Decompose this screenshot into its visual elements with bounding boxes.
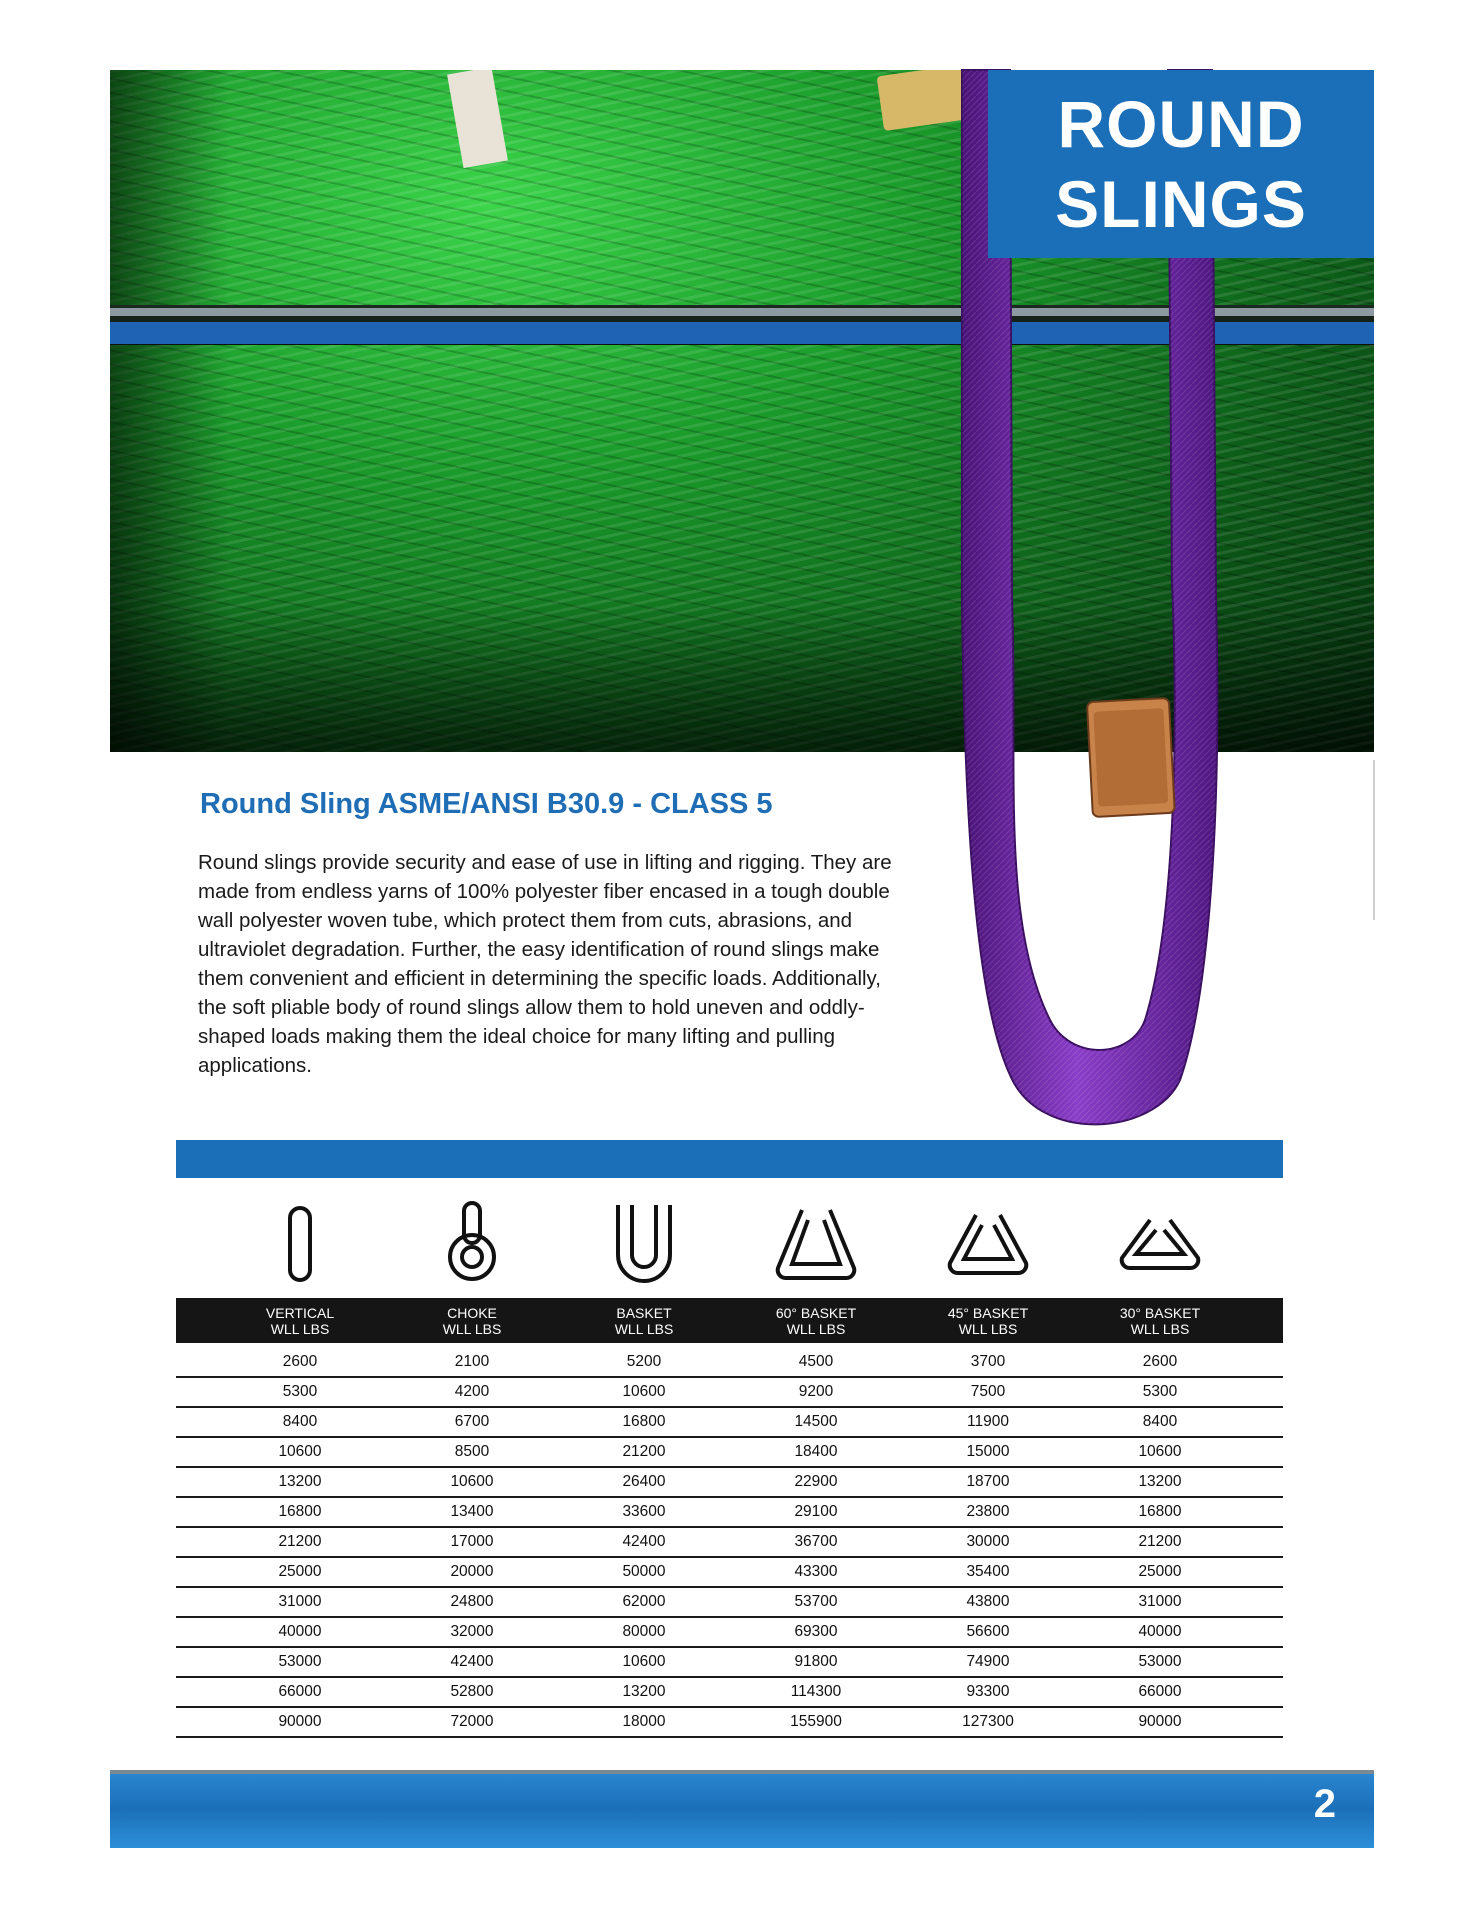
table-cell: 42400	[450, 1652, 494, 1670]
table-header	[176, 1298, 1283, 1343]
description-paragraph: Round slings provide security and ease of use in lifting and rigging. They are made from endless yarns of 100% polyester fiber encased in a tough double wall polyester woven tube, which protect them from cuts, abrasions, and ultraviolet degradation. Further, the easy identification of round slings make them convenient and efficient in determining the specific loads. Additionally, the soft pliable body of round slings allow them to hold uneven and oddly-shaped loads making them the ideal choice for many lifting and pulling applications.	[198, 851, 892, 1077]
table-row	[176, 1468, 1283, 1498]
table-cell: 2600	[282, 1352, 318, 1370]
vertical-hitch-icon	[214, 1196, 386, 1291]
table-cell: 10600	[278, 1442, 322, 1460]
column-header: 60° BASKET WLL LBS	[775, 1304, 857, 1337]
table-cell: 24800	[450, 1592, 494, 1610]
table-cell: 18400	[794, 1442, 838, 1460]
table-cell: 21200	[1138, 1532, 1182, 1550]
table-cell: 155900	[790, 1712, 842, 1730]
table-cell: 26400	[622, 1472, 666, 1490]
table-cell: 13200	[622, 1682, 666, 1700]
table-cell: 3700	[970, 1352, 1006, 1370]
table-cell: 30000	[966, 1532, 1010, 1550]
table-cell: 50000	[622, 1562, 666, 1580]
table-cell: 8400	[1142, 1412, 1178, 1430]
column-header: CHOKE WLL LBS	[442, 1304, 502, 1337]
table-cell: 18700	[966, 1472, 1010, 1490]
choke-hitch-icon	[386, 1196, 558, 1291]
section-heading: Round Sling ASME/ANSI B30.9 - CLASS 5	[200, 788, 773, 820]
table-cell: 10600	[1138, 1442, 1182, 1460]
table-cell: 72000	[450, 1712, 494, 1730]
column-header: 30° BASKET WLL LBS	[1119, 1304, 1201, 1337]
basket-60-hitch-icon	[730, 1196, 902, 1291]
table-cell: 93300	[966, 1682, 1010, 1700]
table-row	[176, 1678, 1283, 1708]
table-cell: 5300	[1142, 1382, 1178, 1400]
table-cell: 9200	[798, 1382, 834, 1400]
table-cell: 5200	[626, 1352, 662, 1370]
table-row	[176, 1588, 1283, 1618]
table-cell: 10600	[622, 1382, 666, 1400]
table-cell: 66000	[1138, 1682, 1182, 1700]
sling-tag-image	[447, 70, 508, 168]
column-header: VERTICAL WLL LBS	[265, 1304, 335, 1337]
hitch-icons	[176, 1196, 1283, 1291]
footer-band	[110, 1770, 1374, 1848]
table-cell: 14500	[794, 1412, 838, 1430]
table-cell: 15000	[966, 1442, 1010, 1460]
capacity-table	[176, 1348, 1283, 1738]
table-cell: 13200	[1138, 1472, 1182, 1490]
table-cell: 16800	[622, 1412, 666, 1430]
table-cell: 2600	[1142, 1352, 1178, 1370]
basket-hitch-icon	[558, 1196, 730, 1291]
table-cell: 13200	[278, 1472, 322, 1490]
table-cell: 16800	[278, 1502, 322, 1520]
basket-30-hitch-icon	[1074, 1196, 1246, 1291]
table-cell: 32000	[450, 1622, 494, 1640]
table-cell: 40000	[278, 1622, 322, 1640]
table-cell: 21200	[278, 1532, 322, 1550]
table-cell: 10600	[622, 1652, 666, 1670]
table-row	[176, 1618, 1283, 1648]
column-header: 45° BASKET WLL LBS	[947, 1304, 1029, 1337]
title-line-1: ROUND	[1057, 87, 1305, 161]
table-cell: 43300	[794, 1562, 838, 1580]
table-cell: 25000	[1138, 1562, 1182, 1580]
table-row	[176, 1558, 1283, 1588]
basket-45-hitch-icon	[902, 1196, 1074, 1291]
table-row	[176, 1498, 1283, 1528]
table-cell: 31000	[278, 1592, 322, 1610]
table-row	[176, 1708, 1283, 1738]
table-cell: 17000	[450, 1532, 494, 1550]
divider	[1373, 760, 1375, 920]
table-row	[176, 1378, 1283, 1408]
table-cell: 21200	[622, 1442, 666, 1460]
table-cell: 66000	[278, 1682, 322, 1700]
table-cell: 8500	[454, 1442, 490, 1460]
column-header: BASKET WLL LBS	[614, 1304, 674, 1337]
table-cell: 43800	[966, 1592, 1010, 1610]
table-cell: 4200	[454, 1382, 490, 1400]
table-cell: 6700	[454, 1412, 490, 1430]
table-cell: 69300	[794, 1622, 838, 1640]
table-cell: 10600	[450, 1472, 494, 1490]
title-line-2: SLINGS	[1055, 167, 1307, 241]
table-cell: 53000	[1138, 1652, 1182, 1670]
table-cell: 127300	[962, 1712, 1014, 1730]
table-row	[176, 1348, 1283, 1378]
table-cell: 40000	[1138, 1622, 1182, 1640]
table-cell: 114300	[790, 1682, 842, 1700]
section-band	[176, 1140, 1283, 1178]
table-cell: 42400	[622, 1532, 666, 1550]
table-cell: 80000	[622, 1622, 666, 1640]
table-cell: 11900	[967, 1412, 1009, 1430]
table-cell: 20000	[450, 1562, 494, 1580]
table-cell: 91800	[794, 1652, 838, 1670]
table-cell: 62000	[622, 1592, 666, 1610]
table-cell: 90000	[278, 1712, 322, 1730]
page-title	[988, 70, 1374, 258]
table-cell: 5300	[282, 1382, 318, 1400]
table-cell: 53700	[794, 1592, 838, 1610]
table-row	[176, 1528, 1283, 1558]
table-cell: 4500	[798, 1352, 834, 1370]
table-row	[176, 1438, 1283, 1468]
table-cell: 8400	[282, 1412, 318, 1430]
table-cell: 18000	[622, 1712, 666, 1730]
table-cell: 33600	[622, 1502, 666, 1520]
table-cell: 13400	[450, 1502, 494, 1520]
table-cell: 16800	[1138, 1502, 1182, 1520]
table-cell: 36700	[794, 1532, 838, 1550]
table-cell: 7500	[970, 1382, 1006, 1400]
table-cell: 74900	[966, 1652, 1010, 1670]
table-cell: 25000	[278, 1562, 322, 1580]
page-number: 2	[1313, 1782, 1336, 1826]
table-cell: 29100	[794, 1502, 838, 1520]
table-cell: 22900	[794, 1472, 838, 1490]
table-cell: 23800	[966, 1502, 1010, 1520]
table-cell: 2100	[454, 1352, 490, 1370]
table-row	[176, 1408, 1283, 1438]
table-cell: 52800	[450, 1682, 494, 1700]
table-cell: 31000	[1138, 1592, 1182, 1610]
table-cell: 56600	[966, 1622, 1010, 1640]
table-cell: 53000	[278, 1652, 322, 1670]
table-cell: 35400	[966, 1562, 1010, 1580]
table-cell: 90000	[1138, 1712, 1182, 1730]
table-row	[176, 1648, 1283, 1678]
